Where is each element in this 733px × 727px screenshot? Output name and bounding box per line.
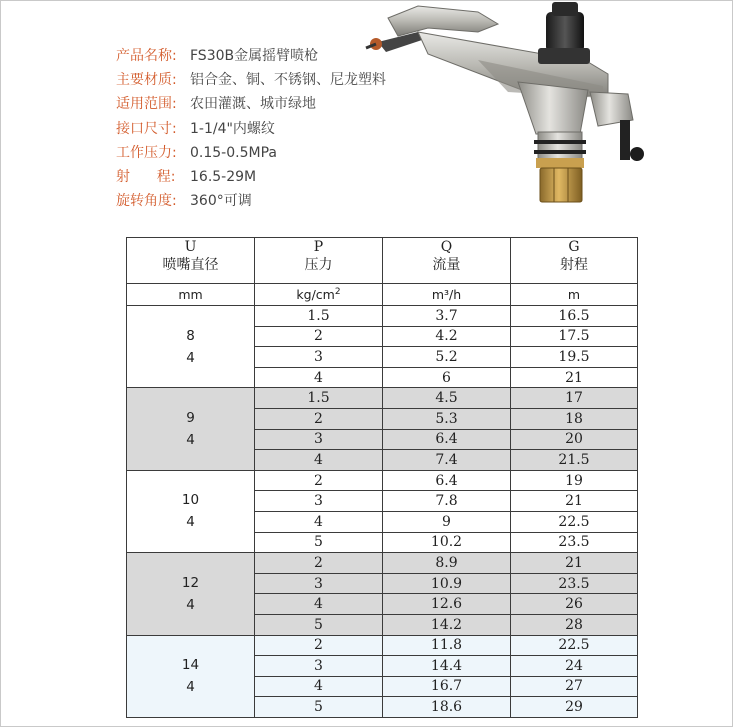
flow-cell: 14.2 [383, 614, 511, 635]
header-code: U [184, 239, 197, 255]
range-cell: 18 [511, 408, 638, 429]
pressure-cell: 2 [255, 635, 383, 656]
spec-label: 射 程: [116, 168, 176, 185]
table-row [127, 553, 638, 574]
flow-cell: 6 [383, 367, 511, 388]
flow-cell: 9 [383, 511, 511, 532]
nozzle-subvalue: 4 [186, 679, 195, 696]
unit-cell: mm [127, 284, 255, 306]
flow-cell: 8.9 [383, 553, 511, 574]
spec-row-pressure [116, 141, 386, 165]
flow-cell: 6.4 [383, 470, 511, 491]
spec-label: 工作压力: [116, 144, 177, 161]
pressure-cell: 1.5 [255, 306, 383, 327]
spec-value: 铝合金、铜、不锈钢、尼龙塑料 [190, 72, 386, 89]
pressure-cell: 5 [255, 697, 383, 718]
range-cell: 19 [511, 470, 638, 491]
spec-value: 16.5-29M [190, 168, 257, 185]
header-pressure [255, 238, 383, 284]
flow-cell: 3.7 [383, 306, 511, 327]
range-cell: 21.5 [511, 450, 638, 471]
nozzle-subvalue: 4 [186, 349, 195, 366]
header-code: P [313, 239, 324, 255]
spec-row-connection-size [116, 117, 386, 141]
range-cell: 21 [511, 491, 638, 512]
sprinkler-gun-image [358, 2, 668, 207]
range-cell: 20 [511, 429, 638, 450]
spec-label: 产品名称: [116, 48, 177, 64]
spec-value: 农田灌溉、城市绿地 [190, 96, 316, 113]
nozzle-cell [127, 553, 255, 635]
range-cell: 23.5 [511, 532, 638, 553]
spec-label: 适用范围: [116, 96, 177, 113]
range-cell: 28 [511, 614, 638, 635]
spec-list [116, 44, 386, 213]
nozzle-value: 9 [186, 410, 195, 427]
flow-cell: 4.2 [383, 326, 511, 347]
range-cell: 21 [511, 553, 638, 574]
range-cell: 17.5 [511, 326, 638, 347]
unit-cell [255, 284, 383, 306]
spec-value: 0.15-0.5MPa [190, 144, 277, 161]
flow-cell: 10.2 [383, 532, 511, 553]
flow-cell: 5.2 [383, 347, 511, 368]
range-cell: 19.5 [511, 347, 638, 368]
spec-label: 主要材质: [116, 72, 177, 89]
header-flow [383, 238, 511, 284]
spec-value: 360°可调 [190, 193, 252, 210]
pressure-cell: 5 [255, 532, 383, 553]
spec-row-application [116, 92, 386, 116]
range-cell: 22.5 [511, 511, 638, 532]
range-cell: 29 [511, 697, 638, 718]
pressure-cell: 2 [255, 470, 383, 491]
unit-superscript: 2 [334, 286, 341, 297]
flow-cell: 5.3 [383, 408, 511, 429]
range-cell: 27 [511, 676, 638, 697]
range-cell: 24 [511, 656, 638, 677]
spec-label: 接口尺寸: [116, 120, 177, 137]
range-cell: 21 [511, 367, 638, 388]
header-code: Q [440, 239, 453, 255]
range-cell: 22.5 [511, 635, 638, 656]
table-row [127, 306, 638, 327]
flow-cell: 4.5 [383, 388, 511, 409]
header-name: 压力 [304, 257, 333, 273]
spec-row-product-name [116, 44, 386, 68]
flow-cell: 7.4 [383, 450, 511, 471]
table-body [127, 306, 638, 718]
pressure-cell: 4 [255, 511, 383, 532]
flow-cell: 12.6 [383, 594, 511, 615]
flow-cell: 6.4 [383, 429, 511, 450]
range-cell: 17 [511, 388, 638, 409]
pressure-cell: 2 [255, 408, 383, 429]
header-code: G [568, 239, 580, 255]
flow-cell: 18.6 [383, 697, 511, 718]
header-name: 射程 [560, 257, 588, 273]
unit-row [127, 284, 638, 306]
header-range [511, 238, 638, 284]
flow-cell: 10.9 [383, 573, 511, 594]
nozzle-value: 12 [181, 574, 200, 591]
pressure-cell: 2 [255, 553, 383, 574]
flow-cell: 16.7 [383, 676, 511, 697]
spec-row-material [116, 68, 386, 92]
range-cell: 16.5 [511, 306, 638, 327]
performance-table [126, 237, 638, 718]
header-name: 流量 [432, 257, 461, 273]
nozzle-subvalue: 4 [186, 514, 195, 531]
header-row [127, 238, 638, 284]
flow-cell: 14.4 [383, 656, 511, 677]
nozzle-cell [127, 306, 255, 388]
nozzle-subvalue: 4 [186, 596, 195, 613]
pressure-cell: 4 [255, 367, 383, 388]
nozzle-value: 10 [181, 492, 200, 509]
nozzle-cell [127, 388, 255, 470]
pressure-cell: 4 [255, 676, 383, 697]
pressure-cell: 3 [255, 491, 383, 512]
pressure-cell: 2 [255, 326, 383, 347]
unit-cell: m³/h [383, 284, 511, 306]
header-nozzle-diameter [127, 238, 255, 284]
nozzle-cell [127, 635, 255, 717]
spec-value: 1-1/4"内螺纹 [190, 120, 275, 137]
pressure-cell: 3 [255, 347, 383, 368]
pressure-cell: 4 [255, 450, 383, 471]
nozzle-subvalue: 4 [186, 432, 195, 449]
pressure-cell: 3 [255, 573, 383, 594]
nozzle-value: 8 [186, 327, 195, 344]
spec-value: FS30B金属摇臂喷枪 [190, 48, 319, 64]
table-row [127, 470, 638, 491]
table-row [127, 635, 638, 656]
spec-label: 旋转角度: [116, 193, 177, 210]
flow-cell: 11.8 [383, 635, 511, 656]
flow-cell: 7.8 [383, 491, 511, 512]
range-cell: 26 [511, 594, 638, 615]
unit-text: kg/cm [296, 286, 335, 302]
header-name: 喷嘴直径 [162, 257, 219, 273]
pressure-cell: 3 [255, 656, 383, 677]
nozzle-value: 14 [181, 657, 200, 674]
pressure-cell: 3 [255, 429, 383, 450]
unit-cell: m [511, 284, 638, 306]
spec-row-rotation-angle [116, 189, 386, 213]
range-cell: 23.5 [511, 573, 638, 594]
spec-row-range [116, 165, 386, 189]
pressure-cell: 5 [255, 614, 383, 635]
nozzle-cell [127, 470, 255, 552]
pressure-cell: 1.5 [255, 388, 383, 409]
table-row [127, 388, 638, 409]
pressure-cell: 4 [255, 594, 383, 615]
